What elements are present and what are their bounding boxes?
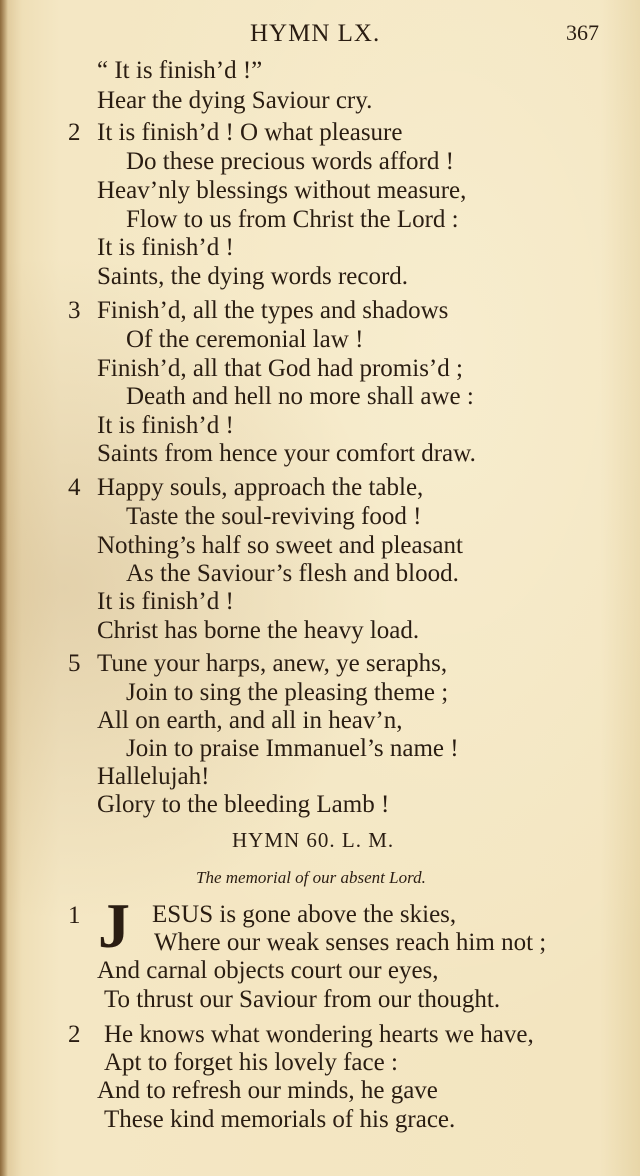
verse-line: Taste the soul-reviving food !: [126, 503, 422, 530]
verse-line: These kind memorials of his grace.: [104, 1106, 456, 1133]
verse-line: To thrust our Saviour from our thought.: [104, 986, 501, 1013]
verse-line: “ It is finish’d !”: [97, 57, 263, 84]
verse-line: Where our weak senses reach him not ;: [154, 929, 547, 956]
verse-line: And to refresh our minds, he gave: [97, 1077, 438, 1104]
verse-line: Saints from hence your comfort draw.: [97, 440, 476, 467]
verse-line: Of the ceremonial law !: [126, 326, 364, 353]
stanza-number: 2: [68, 1021, 81, 1048]
page-gutter-shadow: [0, 0, 8, 1176]
verse-line: ESUS is gone above the skies,: [152, 901, 457, 928]
stanza-number: 4: [68, 474, 81, 501]
drop-cap: J: [98, 890, 130, 961]
verse-line: It is finish’d !: [97, 588, 234, 615]
verse-line: Flow to us from Christ the Lord :: [126, 206, 459, 233]
verse-line: Tune your harps, anew, ye seraphs,: [97, 650, 448, 677]
verse-line: Join to sing the pleasing theme ;: [126, 679, 449, 706]
verse-line: Join to praise Immanuel’s name !: [126, 735, 459, 762]
verse-line: He knows what wondering hearts we have,: [104, 1021, 534, 1048]
verse-line: All on earth, and all in heav’n,: [97, 707, 403, 734]
running-header: HYMN LX.: [250, 20, 381, 47]
verse-line: It is finish’d !: [97, 412, 234, 439]
page-number: 367: [566, 20, 599, 45]
verse-line: It is finish’d !: [97, 234, 234, 261]
verse-line: Glory to the bleeding Lamb !: [97, 791, 390, 818]
verse-line: Death and hell no more shall awe :: [126, 383, 474, 410]
stanza-number: 5: [68, 650, 81, 677]
verse-line: Apt to forget his lovely face :: [104, 1049, 398, 1076]
verse-line: It is finish’d ! O what pleasure: [97, 119, 403, 146]
verse-line: As the Saviour’s flesh and blood.: [126, 560, 459, 587]
verse-line: Hallelujah!: [97, 763, 210, 790]
stanza-number: 1: [68, 902, 81, 929]
verse-line: Nothing’s half so sweet and pleasant: [97, 532, 463, 559]
stanza-number: 2: [68, 119, 81, 146]
verse-line: Christ has borne the heavy load.: [97, 617, 420, 644]
verse-line: Saints, the dying words record.: [97, 263, 409, 290]
hymn-subtitle: The memorial of our absent Lord.: [196, 868, 426, 887]
stanza-number: 3: [68, 297, 81, 324]
verse-line: Finish’d, all the types and shadows: [97, 297, 449, 324]
verse-line: Heav’nly blessings without measure,: [97, 177, 467, 204]
verse-line: And carnal objects court our eyes,: [97, 957, 439, 984]
verse-line: Happy souls, approach the table,: [97, 474, 424, 501]
hymn-heading: HYMN 60. L. M.: [232, 828, 395, 852]
verse-line: Hear the dying Saviour cry.: [97, 87, 373, 114]
verse-line: Do these precious words afford !: [126, 148, 454, 175]
verse-line: Finish’d, all that God had promis’d ;: [97, 355, 463, 382]
